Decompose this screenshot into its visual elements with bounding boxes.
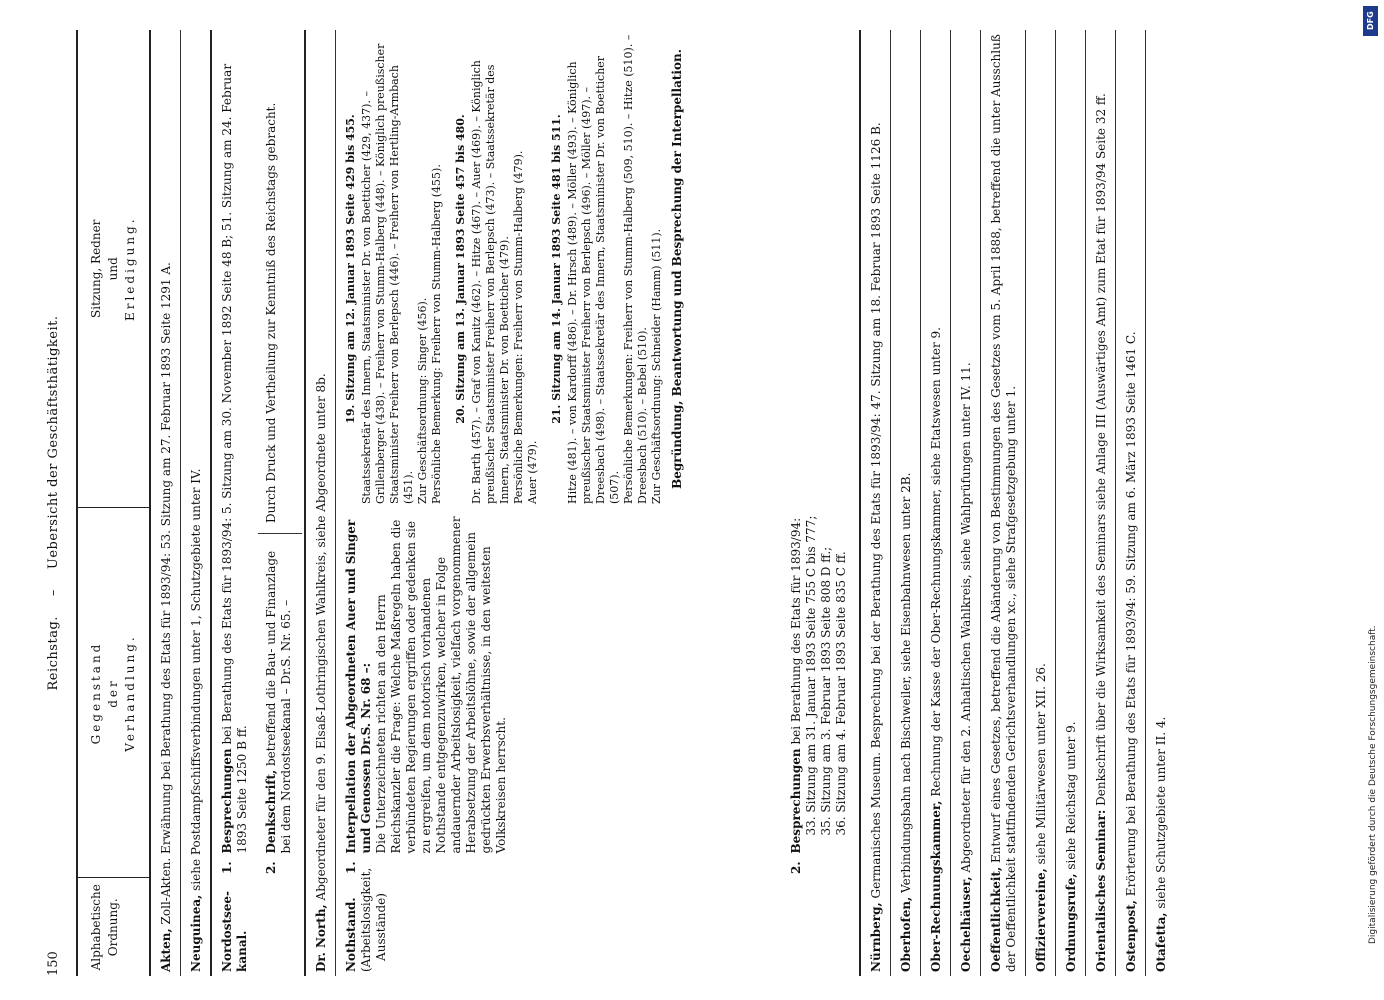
entry-oechelhaeuser: Oechelhäuser, Abgeordneter für den 2. Anhaltischen Wahlkreis, siehe Wahlprüfungen unter IV. 11. (951, 30, 981, 976)
digitization-note: Digitalisierung gefördert durch die Deutsche Forschungsgemeinschaft. (1368, 625, 1378, 944)
entry-otafetta: Otafetta, siehe Schutzgebiete unter II. 4. (1154, 716, 1168, 972)
sitzung-19: 19. Sitzung am 12. Januar 1893 Seite 429 bis 455. Staatssekretär des Innern, Staatsminister Dr. von Boetticher (429, 437). – Grillenberger (438). – Freiherr von Stumm-Halberg (448). – Königlich preußischer Staatsminister Freiherr von Berlepsch (446). – Freiherr von Hertling-Armbach (451). Zur Geschäftsordnung: Singer (456). Persönliche Bemerkung: Freiherr von Stumm-Halberg (455). (344, 43, 443, 504)
sitzung-20: 20. Sitzung am 13. Januar 1893 Seite 457 bis 480. Dr. Barth (457). – Graf von Kanitz (462). – Hitze (467). – Auer (469). – Königlich preußischer Staatsminister Freiherr von Berlepsch (473). – Staatssekretär des Innern, Staatsminister Dr. von Boetticher (479). Persönliche Bemerkungen: Freiherr von Stumm-Halberg (479). Auer (479). (454, 60, 539, 504)
title-subtitle: Uebersicht der Geschäftsthätigkeit. (46, 315, 61, 570)
nothstand-item-2: 2. Besprechungen bei Berathung des Etats für 1893/94: 33. Sitzung am 31. Januar 1893 Seite 755 C bis 777; 35. Sitzung am 3. Februar 1893 Seite 808 D ff.; 36. Sitzung am 4. Februar 1893 Seite 835 C ff. (789, 515, 848, 874)
entry-nothstand: Nothstand. (Arbeitslosigkeit, Ausstände) 1. Interpellation der Abgeordneten Auer und Singer und Genossen Dr.S. Nr. 68 –: Die Unterzeichneten richten an den Herrn Reichskanzler die Frage: Welche Maßregeln haben die verbündeten Regierungen ergriffen oder gedenken sie zu ergreifen, um dem notorisch vorhandenen Nothstande entgegenzuwirken, welcher in Folge andauernder Arbeitslosigkeit, vielfach vorgenommener Herabsetzung der Arbeitslöhne, sowie der allgemein gedrückten Erwerbsverhältnisse, in den weitesten Volkskreisen herrscht. 2. Besprechungen bei Berathung des Etats für 1893/94: 33. Sitzung am 31. Januar 1893 Seite 755 C bis 777; 35. Sitzung am 3. Februar 1893 Seite 808 D ff.; 36. Sitzung am 4. Februar 1893 Seite 835 C ff. 19. Sitzung am 12. Januar 1893 Seite 429 bis 455. Staatssekretär des Innern, Staatsminister Dr. von Boetticher (429, 437). – Grillenberger (438). – Freiherr von Stumm-Halberg (448). – Königlich preußischer Staatsminister Freiherr von Berlepsch (446). – Freiherr von Hertling-Armbach (451). Zur Geschäftsordnung: Singer (456). Persönliche Bemerkung: Freiherr von Stumm-Halberg (455). 20. Sitzung am 13. Januar 1893 Seite 457 bis 480. Dr. Barth (457). – Graf von Kanitz (462). – Hitze (467). – Auer (469). – Königlich preußischer Staatsminister Freiherr von Berlepsch (473). – Staatssekretär des Innern, Staatsminister Dr. von Boetticher (479). Persönliche Bemerkungen: Freiherr von Stumm-Halberg (479). Auer (479). 21. Sitzung am 14. Januar 1893 Seite 481 bis 511. Hitze (481). – von Kardorff (486). – Dr. Hirsch (489). – Möller (493). – Königlich preußischer Staatsminister Freiherr von Berlepsch (496). – Möller (497). – Dreesbach (498). – Staatssekretär des Innern, Staatsminister Dr. von Boetticher (507). Persönliche Bemerkungen: Freiherr von Stumm-Halberg (509, 510). – Hitze (510). – Dreesbach (510). – Bebel (510). Zur Geschäftsordnung: Schneider (Hamm) (511). Begründung, Beantwortung und Besprechung der Interpellation. (336, 30, 861, 976)
entry-nordostsee: Nordostsee-kanal. 1. Besprechungen bei Berathung des Etats für 1893/94: 5. Sitzung am 30. November 1892 Seite 48 B; 51. Sitzung am 24. Februar 1893 Seite 1250 B ff. 2. Denkschrift, betreffend die Bau- und Finanzlage bei dem Nordostseekanal – Dr.S. Nr. 65. – Durch Druck und Vertheilung zur Kenntniß des Reichstags gebracht. (211, 30, 305, 976)
title-reichstag: Reichstag. (46, 616, 61, 691)
title-dash: – (46, 589, 61, 597)
column-header-subject: Gegenstand der Verhandlung. (77, 508, 150, 878)
page-number: 150 (46, 951, 61, 976)
entry-ostenpost: Ostenpost, Erörterung bei Berathung des Etats für 1893/94: 59. Sitzung am 6. März 1893 Seite 1461 C. (1116, 30, 1146, 976)
index-table (76, 30, 1171, 976)
entry-ordnungsrufe: Ordnungsrufe, siehe Reichstag unter 9. (1056, 30, 1086, 976)
entry-neuguinea: Neuguinea, siehe Postdampfschiffsverbindungen unter 1, Schutzgebiete unter IV. (181, 30, 212, 976)
entry-akten: Akten, Zoll-Akten. Erwähnung bei Berathung des Etats für 1893/94: 53. Sitzung am 27. Februar 1893 Seite 1291 A. (150, 30, 181, 976)
page-header (46, 30, 66, 976)
sitzung-21: 21. Sitzung am 14. Januar 1893 Seite 481 bis 511. Hitze (481). – von Kardorff (486). – Dr. Hirsch (489). – Möller (493). – Königlich preußischer Staatsminister Freiherr von Berlepsch (496). – Möller (497). – Dreesbach (498). – Staatssekretär des Innern, Staatsminister Dr. von Boetticher (507). Persönliche Bemerkungen: Freiherr von Stumm-Halberg (509, 510). – Hitze (510). – Dreesbach (510). – Bebel (510). Zur Geschäftsordnung: Schneider (Hamm) (511). Begründung, Beantwortung und Besprechung der Interpellation. (550, 34, 684, 504)
nordostsee-item-2: 2. Denkschrift, betreffend die Bau- und Finanzlage bei dem Nordostseekanal – Dr.S. Nr. 65. – Durch Druck und Vertheilung zur Kenntniß des Reichstags gebracht. (258, 34, 302, 874)
entry-north: Dr. North, Abgeordneter für den 9. Elsaß-Lothringischen Wahlkreis, siehe Abgeordnete unter 8b. (305, 30, 336, 976)
column-header-order: Alphabetische Ordnung. (77, 878, 150, 976)
entry-offiziervereine: Offiziervereine, siehe Militärwesen unter XII. 26. (1026, 30, 1056, 976)
column-header-session: Sitzung, Redner und Erledigung. (77, 30, 150, 508)
entry-oeffentlichkeit: Oeffentlichkeit, Entwurf eines Gesetzes, betreffend die Abänderung von Bestimmungen des Gesetzes vom 5. April 1888, betreffend die unter Ausschluß der Oeffentlichkeit stattfindenden Gerichtsverhandlungen xc., siehe Strafgesetzgebung unter 1. (981, 30, 1026, 976)
table-header-row (77, 30, 150, 976)
entry-oberhofen: Oberhofen, Verbindungsbahn nach Bischweiler, siehe Eisenbahnwesen unter 2B. (891, 30, 921, 976)
entry-nuernberg: Nürnberg, Germanisches Museum. Besprechung bei der Berathung des Etats für 1893/94: 47. Sitzung am 18. Februar 1893 Seite 1126 B. (860, 30, 891, 976)
nordostsee-item-1: 1. Besprechungen bei Berathung des Etats für 1893/94: 5. Sitzung am 30. November 1892 Seite 48 B; 51. Sitzung am 24. Februar 1893 Seite 1250 B ff. (220, 63, 249, 874)
nothstand-item-1: 1. Interpellation der Abgeordneten Auer und Singer und Genossen Dr.S. Nr. 68 –: Die Unterzeichneten richten an den Herrn Reichskanzler die Frage: Welche Maßregeln haben die verbündeten Regierungen ergriffen oder gedenken sie zu ergreifen, um dem notorisch vorhandenen Nothstande entgegenzuwirken, welcher in Folge andauernder Arbeitslosigkeit, vielfach vorgenommener Herabsetzung der Arbeitslöhne, sowie der allgemein gedrückten Erwerbsverhältnisse, in den weitesten Volkskreisen herrscht. (344, 516, 508, 874)
page-title (46, 30, 61, 976)
entry-orientalisches-seminar: Orientalisches Seminar: Denkschrift über die Wirksamkeit des Seminars siehe Anlage III (Auswärtiges Amt) zum Etat für 1893/94 Seite 32 ff. (1086, 30, 1116, 976)
entry-ober-rechnungskammer: Ober-Rechnungskammer, Rechnung der Kasse der Ober-Rechnungskammer, siehe Etatswesen unter 9. (921, 30, 951, 976)
dfg-logo: DFG (1363, 6, 1378, 36)
